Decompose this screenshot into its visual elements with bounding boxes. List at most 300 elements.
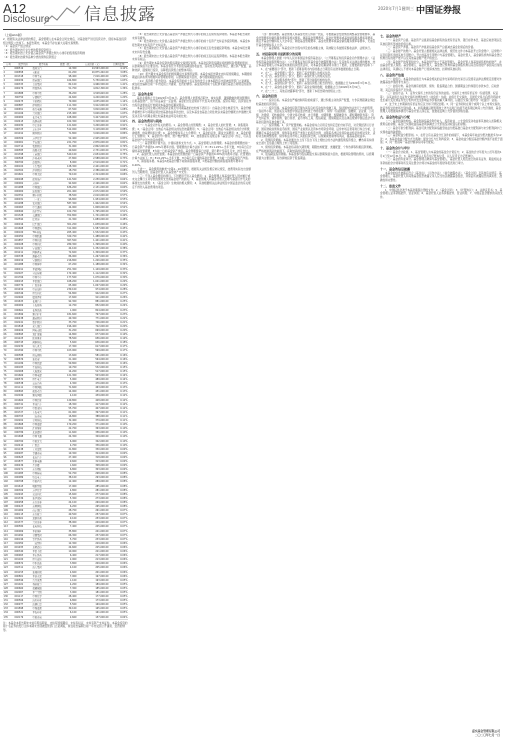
table-cell: 771,000.00 [77,316,109,320]
table-cell: 57 [3,296,14,300]
table-cell: 253,000.00 [77,517,109,521]
table-cell: 1,100 [55,578,77,582]
table-cell: 512,000 [55,128,77,132]
table-cell: 2,654,000.00 [77,152,109,156]
table-cell: 华新水泥 [32,574,55,578]
table-cell: 6,800 [55,468,77,472]
table-cell: 600050 [14,234,32,238]
table-cell: 18,700 [55,169,77,173]
section-heading: 八、基金资产估值 [380,72,405,77]
table-cell: 12,300 [55,541,77,545]
table-cell: 3,912,000.00 [77,103,109,107]
table-cell: 221,700 [55,140,77,144]
table-cell: 顺丰控股 [32,193,55,197]
table-cell: 0.05% [109,607,128,611]
table-cell: 71 [3,353,14,357]
table-cell: 0.13% [109,386,128,390]
table-cell: 0.12% [109,406,128,410]
table-cell: 002493 [14,492,32,496]
table-cell: 1,532,000.00 [77,230,109,234]
table-cell: 002271 [14,468,32,472]
table-cell: 0.23% [109,308,128,312]
table-cell: 601933 [14,545,32,549]
table-cell: 0.12% [109,398,128,402]
table-cell: 0.52% [109,206,128,210]
table-cell: 237,000.00 [77,533,109,537]
table-cell: 新城控股 [32,570,55,574]
table-cell: 617,000.00 [77,345,109,349]
intro-line: （2）报告期末按行业分类的股票投资组合 [3,48,52,52]
table-cell: 63 [3,320,14,324]
body-paragraph: （10）报告期末本基金投资的国债期货交易情况说明。本基金本报告期末未持有国债期货，本期国债期货投资政策为根据风险管理的原则，以套期保值为目的，参与国债期货的投资。 [132,72,252,80]
table-cell: 工商银行 [32,152,55,156]
table-cell: 308,000.00 [77,464,109,468]
table-cell: 万华化学 [32,488,55,492]
table-cell: 0.17% [109,345,128,349]
table-cell: 168,900 [55,116,77,120]
table-cell: 77 [3,378,14,382]
table-cell: 000725 [14,128,32,132]
table-cell: 正泰电器 [32,459,55,463]
table-cell: 181,600 [55,312,77,316]
table-cell: 3,026,000.00 [77,132,109,136]
table-cell: 83 [3,402,14,406]
table-cell: 132 [3,603,14,607]
table-cell: 002049 [14,394,32,398]
table-cell: 601166 [14,112,32,116]
table-cell: 217,000.00 [77,554,109,558]
table-cell: 华兰生物 [32,590,55,594]
table-cell: 0.07% [109,533,128,537]
body-paragraph: （9）报告期末本基金投资的股指期货交易情况说明。本基金投资股指期货将根据风险管理的原则，以套期保值为主要目的。本基金将充分考虑股指期货的收益性、流动性及风险性特征，通过资产配置、品种选择，谨慎进行投资，以降低投资组合的整体风险。 [132,61,252,72]
table-cell: 伊利股份 [32,103,55,107]
table-cell: 0.75% [109,152,128,156]
table-cell: 海大集团 [32,566,55,570]
column-header: 序号 [3,62,14,66]
table-cell: 民生银行 [32,222,55,226]
table-cell: 141,500 [55,177,77,181]
table-cell: 1.99% [109,75,128,79]
table-cell: 45 [3,247,14,251]
table-cell: 31 [3,189,14,193]
table-cell: 福耀玻璃 [32,586,55,590]
table-cell: 336,000.00 [77,443,109,447]
signature-block [418,730,500,738]
table-cell: 601698 [14,435,32,439]
table-cell: 24,300 [55,435,77,439]
table-cell: 173,000.00 [77,599,109,603]
table-cell: 62 [3,316,14,320]
table-cell: 7,900 [55,574,77,578]
table-cell: 600340 [14,550,32,554]
table-cell: 164,800 [55,79,77,83]
table-cell: 601888 [14,91,32,95]
table-cell: 0.59% [109,189,128,193]
table-cell: 265,000.00 [77,505,109,509]
table-cell: 601669 [14,374,32,378]
table-cell: 102 [3,480,14,484]
issue-weekday: 星期三 [402,6,414,11]
table-cell: 112 [3,521,14,525]
table-cell: 285,000.00 [77,484,109,488]
line-chart-icon [42,3,82,27]
table-cell: 363,000.00 [77,427,109,431]
body-paragraph: （11）投资组合报告附注。本基金投资的前十名证券的发行主体本期没有出现被监管部门立案调查，或在报告编制日前一年内受到公开谴责、处罚的情形。基金投资的前十名股票未超出基金合同规定的备选股票库。 [132,79,252,90]
table-cell: 0.06% [109,554,128,558]
table-cell: 1,226,000.00 [77,259,109,263]
body-paragraph: （6）报告期末按公允价值占基金资产净值比例大小排序的前十名资产支持证券投资明细。本基金本报告期末未持有资产支持证券。 [132,40,251,47]
table-cell: 311,900 [55,226,77,230]
table-cell: 118 [3,545,14,549]
table-cell: 1,689,000.00 [77,218,109,222]
table-cell: 0.43% [109,230,128,234]
table-cell: 10,900 [55,550,77,554]
table-cell: 0.08% [109,496,128,500]
table-cell: 海螺水泥 [32,148,55,152]
table-cell: 46 [3,251,14,255]
table-cell: 273,000.00 [77,496,109,500]
table-cell: 22,700 [55,427,77,431]
section-heading: 十一、基金的信息披露 [380,166,411,171]
table-cell: 722,000.00 [77,324,109,328]
table-cell: 0.73% [109,157,128,161]
table-cell: 197,000.00 [77,574,109,578]
table-cell: 0.15% [109,365,128,369]
table-cell: 25 [3,165,14,169]
table-cell: 49,300 [55,316,77,320]
table-cell: 000963 [14,554,32,558]
table-cell: 京东方A [32,128,55,132]
table-cell: 298,000.00 [77,472,109,476]
table-cell: 600406 [14,328,32,332]
table-cell: 47 [3,255,14,259]
table-cell: 82 [3,398,14,402]
table-cell: 64 [3,324,14,328]
table-cell: 601211 [14,251,32,255]
signature-company: 嘉实基金管理有限公司 [472,729,500,733]
table-cell: 600000 [14,189,32,193]
table-cell: 14,200 [55,369,77,373]
table-cell: 0.60% [109,185,128,189]
table-cell: 6,900 [55,439,77,443]
table-cell: 11,600 [55,431,77,435]
table-cell: 9,100 [55,517,77,521]
table-cell: 紫光国微 [32,394,55,398]
body-paragraph: （一）基金资产总值。基金资产总值是指基金拥有的各类有价证券、银行存款本息、基金应收款项以及其他投资所形成的价值总和。 [380,39,502,46]
table-cell: 33 [3,197,14,201]
table-cell: 龙蟒佰利 [32,517,55,521]
table-cell: 1,587,000.00 [77,226,109,230]
table-cell: 249,000.00 [77,521,109,525]
table-cell: 66,300 [55,533,77,537]
table-cell: 157,000.00 [77,615,109,619]
column-4 [380,33,503,743]
table-cell: 66 [3,333,14,337]
table-cell: 313,000.00 [77,459,109,463]
table-cell: 2,802,000.00 [77,144,109,148]
table-cell: 华东医药 [32,554,55,558]
table-cell: 48 [3,259,14,263]
section-heading: 七、基金的财产 [380,34,402,38]
table-cell: 0.11% [109,419,128,423]
table-cell: 49,600 [55,148,77,152]
table-cell: 4,812,300.00 [77,87,109,91]
table-cell: 216,800 [55,259,77,263]
table-cell: 65,900 [55,283,77,287]
table-cell: 37 [3,214,14,218]
table-cell: 128,300 [55,165,77,169]
table-cell: 601377 [14,521,32,525]
table-cell: 2,731,000.00 [77,148,109,152]
table-cell: 中国铁建 [32,361,55,365]
table-cell: 8,900 [55,161,77,165]
table-cell: 迈瑞医疗 [32,161,55,165]
table-cell: 600438 [14,316,32,320]
table-cell: 美的集团 [32,83,55,87]
body-paragraph: （三）基金财产的账户。基金托管人根据相关法律法规、规范性文件为本基金开立资金账户、证券账户以及投资所需的其他专用账户。开立的基金专用账户与基金管理人、基金托管人、基金销售机构和基金登记机构自有的财产账户以及其他基金财产账户相独立。 [380,49,502,61]
table-cell: 30 [3,185,14,189]
table-cell: 600745 [14,341,32,345]
table-cell: 38,500 [55,193,77,197]
table-cell: 0.06% [109,566,128,570]
table-cell: 16,800 [55,414,77,418]
table-cell: 中国神华 [32,263,55,267]
table-cell: 科大讯飞 [32,345,55,349]
table-cell: 0.08% [109,476,128,480]
table-cell: 121,600 [55,124,77,128]
table-cell: 14,900 [55,390,77,394]
table-cell: 工业富联 [32,447,55,451]
table-cell: 103 [3,484,14,488]
table-cell: 601318 [14,75,32,79]
table-cell: 002008 [14,369,32,373]
table-cell: 1,398,000.00 [77,243,109,247]
table-cell: 600009 [14,304,32,308]
table-cell: 124 [3,570,14,574]
table-cell: 0.69% [109,165,128,169]
table-cell: 000333 [14,83,32,87]
table-cell: 0.15% [109,369,128,373]
table-cell: 0.32% [109,271,128,275]
table-cell: 601111 [14,386,32,390]
table-cell: 13,600 [55,353,77,357]
body-paragraph: 2、股票投资策略。本基金通过自上而下及自下而上相结合的方法构建股票投资组合，精选具有持续成长潜力且估值合理的上市公司股票。 [256,138,375,146]
table-cell: 201,400 [55,189,77,193]
table-cell: 荣盛石化 [32,492,55,496]
table-cell: 397,000.00 [77,410,109,414]
table-cell: 168,200 [55,279,77,283]
table-cell: 5,500 [55,603,77,607]
table-cell: 114 [3,529,14,533]
table-cell: 600703 [14,414,32,418]
body-paragraph: （一）估值日。本基金的估值日为本基金相关的证券交易场所的交易日以及国家法律法规规定需要对外披露基金净值的非交易日。 [380,77,502,85]
table-cell: 紫金矿业 [32,312,55,316]
table-cell: 0.08% [109,492,128,496]
table-cell: 600028 [14,243,32,247]
table-cell: 14,800 [55,333,77,337]
table-cell: 1.03% [109,112,128,116]
body-paragraph: （五）基金税收。本基金运作过程中涉及的各纳税主体，其纳税义务按国家税收法律、法规执行。 [261,47,373,51]
table-cell: 123 [3,566,14,570]
table-cell: 0.11% [109,414,128,418]
table-cell: 0.35% [109,259,128,263]
table-cell: 600309 [14,136,32,140]
table-cell: 0.09% [109,459,128,463]
table-cell: 27,400 [55,455,77,459]
table-cell: 4,035,000.00 [77,99,109,103]
table-cell: 601390 [14,349,32,353]
table-cell: 601398 [14,152,32,156]
table-cell: 99 [3,468,14,472]
table-cell: 000661 [14,308,32,312]
body-paragraph: （5）报告期末按公允价值占基金资产净值比例大小排序的前五名债券投资明细。本基金本报告期末未持有债券。 [132,33,251,40]
table-cell: 恒立液压 [32,558,55,562]
table-cell: 3 [3,75,14,79]
table-cell: 257,000.00 [77,513,109,517]
table-cell: 1,267,000.00 [77,255,109,259]
table-cell: 中炬高新 [32,562,55,566]
table-cell: 1,900 [55,308,77,312]
table-cell: 32 [3,193,14,197]
table-cell: 002415 [14,120,32,124]
table-cell: 189,000.00 [77,582,109,586]
table-cell: 117 [3,541,14,545]
table-cell: 600958 [14,500,32,504]
table-cell: 65 [3,328,14,332]
table-cell: 0.07% [109,529,128,533]
table-cell: 0.20% [109,328,128,332]
column-header: 公允价值（元） [77,62,109,66]
table-cell: 新华保险 [32,496,55,500]
table-cell: 601898 [14,607,32,611]
table-cell: 中国建筑 [32,226,55,230]
table-cell: 23 [3,157,14,161]
table-cell: 53 [3,279,14,283]
table-cell: 601088 [14,263,32,267]
table-cell: 0.10% [109,443,128,447]
table-cell: 108 [3,505,14,509]
body-paragraph: （二）基金可供分配利润。基金可供分配利润指截至收益分配基准日基金未分配利润与未分配利润中已实现收益的孰低数。 [380,127,502,134]
table-cell: 82,100 [55,83,77,87]
table-cell: 601601 [14,173,32,177]
table-cell: 439,000.00 [77,394,109,398]
table-cell: 4,700 [55,443,77,447]
table-cell: 贵州茅台 [32,66,55,70]
table-cell: 隆基股份 [32,132,55,136]
table-cell: 兴业银行 [32,112,55,116]
table-cell: 0.21% [109,320,128,324]
table-cell: 2,945,000.00 [77,136,109,140]
table-cell: 67 [3,337,14,341]
table-cell: 北新建材 [32,431,55,435]
table-cell: 72 [3,357,14,361]
body-paragraph: 1、中国证监会准予本基金募集注册的文件；2、《基金合同》；3、《托管协议》；4、法律意见书；5、基金管理人业务资格批件、营业执照；6、基金托管人业务资格批件、营业执照；7、中国证监会要求的其他文件。 [380,188,503,199]
table-cell: 72,600 [55,251,77,255]
table-cell: 0.81% [109,140,128,144]
table-cell: 601766 [14,275,32,279]
table-cell: 78,500 [55,337,77,341]
table-cell: 3,318,500.00 [77,120,109,124]
table-cell: 59,800 [55,361,77,365]
body-paragraph: （二）投资范围。本基金的投资范围为具有良好流动性的金融工具，包括国内依法发行上市的股票（包括中小板、创业板及其他经中国证监会核准上市的股票）、债券（包括国债、金融债、企业债、公司债、次级债、可转换债券、分离交易可转债、央行票据、中期票据、短期融资券、超短期融资券等）、资产支持证券、债券回购、银行存款、货币市场工具、股指期货、国债期货以及法律法规或中国证监会允许基金投资的其他金融工具。 [256,106,376,124]
table-cell: 0.57% [109,193,128,197]
table-cell: 中国中免 [32,91,55,95]
table-cell: 36,200 [55,91,77,95]
table-cell: 江西铜业 [32,427,55,431]
column-3 [256,33,376,743]
table-cell: 上海电气 [32,410,55,414]
table-cell: 600893 [14,390,32,394]
table-cell: 三花智控 [32,541,55,545]
table-cell: 潍柴动力 [32,255,55,259]
table-cell: 特变电工 [32,476,55,480]
table-cell: 54 [3,283,14,287]
table-cell: 87 [3,419,14,423]
table-cell: 601857 [14,238,32,242]
table-cell: 600887 [14,103,32,107]
table-cell: 67,500 [55,107,77,111]
table-cell: 71,800 [55,132,77,136]
table-cell: 201,000.00 [77,570,109,574]
table-cell: 28,700 [55,509,77,513]
table-cell: 600585 [14,148,32,152]
body-paragraph: 本基金管理人依据《中华人民共和国证券投资基金法》、《公开募集证券投资基金运作管理办法》、《证券投资基金销售管理办法》、《公开募集证券投资基金信息披露管理办法》及其他有关法律法规的要求，结合本基金管理人对本基金实施的投资经营活动，对本基金招募说明书进行了更新，主要更新的内容如下： [256,57,376,68]
section-name-cn: 信息披露 [84,5,156,25]
table-cell: 121 [3,558,14,562]
table-cell: 0.88% [109,128,128,132]
table-cell: 4,300 [55,382,77,386]
table-cell: 1,441,000.00 [77,238,109,242]
table-cell: 91 [3,435,14,439]
table-cell: 中联重科 [32,406,55,410]
table-cell: 华夏银行 [32,279,55,283]
table-cell: 浪潮信息 [32,603,55,607]
column-2 [132,33,252,743]
table-cell: 92,600 [55,181,77,185]
table-cell: 0.05% [109,599,128,603]
table-cell: 国电南瑞 [32,328,55,332]
table-cell: 75 [3,369,14,373]
table-cell: 21,300 [55,218,77,222]
body-paragraph: 5、在“九、基金的投资”部分，更新了基金投资组合报告的内容，数据截止日为2020年3月31日。 [261,82,373,86]
table-cell: 70 [3,349,14,353]
table-cell: 7,300 [55,586,77,590]
table-cell: 002714 [14,144,32,148]
table-cell: 1,488,000.00 [77,234,109,238]
table-cell: 269,000.00 [77,500,109,504]
table-cell: 58 [3,300,14,304]
table-cell: 71,600 [55,386,77,390]
table-cell: 601727 [14,410,32,414]
body-paragraph: （7）报告期末按公允价值占基金资产净值比例大小排序的前五名贵金属投资明细。本基金本报告期末未持有贵金属。 [132,47,251,54]
table-cell: 98,400 [55,75,77,79]
body-paragraph: 上述“一、基金费用的种类”中第4－10项费用，根据有关法规及相应协议规定，按费用实际支出金额列入当期费用，由基金托管人从基金财产中支付。 [132,167,251,175]
table-cell: 0.18% [109,341,128,345]
table-cell: 000538 [14,382,32,386]
body-paragraph: （二）估值对象。基金所拥有的股票、债券、股指期货合约、国债期货合约和银行存款本息、应收款项、其它投资等资产及负债。 [380,84,500,92]
table-cell: 000157 [14,406,32,410]
table-cell: 1.28% [109,91,128,95]
table-cell: 0.66% [109,173,128,177]
section-heading: 十、基金的会计与审计 [380,146,411,151]
table-cell: 3,626,000.00 [77,112,109,116]
table-cell: 0.06% [109,545,128,549]
table-cell: 73 [3,361,14,365]
table-cell: 0.25% [109,300,128,304]
table-cell: 000002 [14,181,32,185]
table-cell: 0.09% [109,464,128,468]
table-cell: 0.04% [109,615,128,619]
